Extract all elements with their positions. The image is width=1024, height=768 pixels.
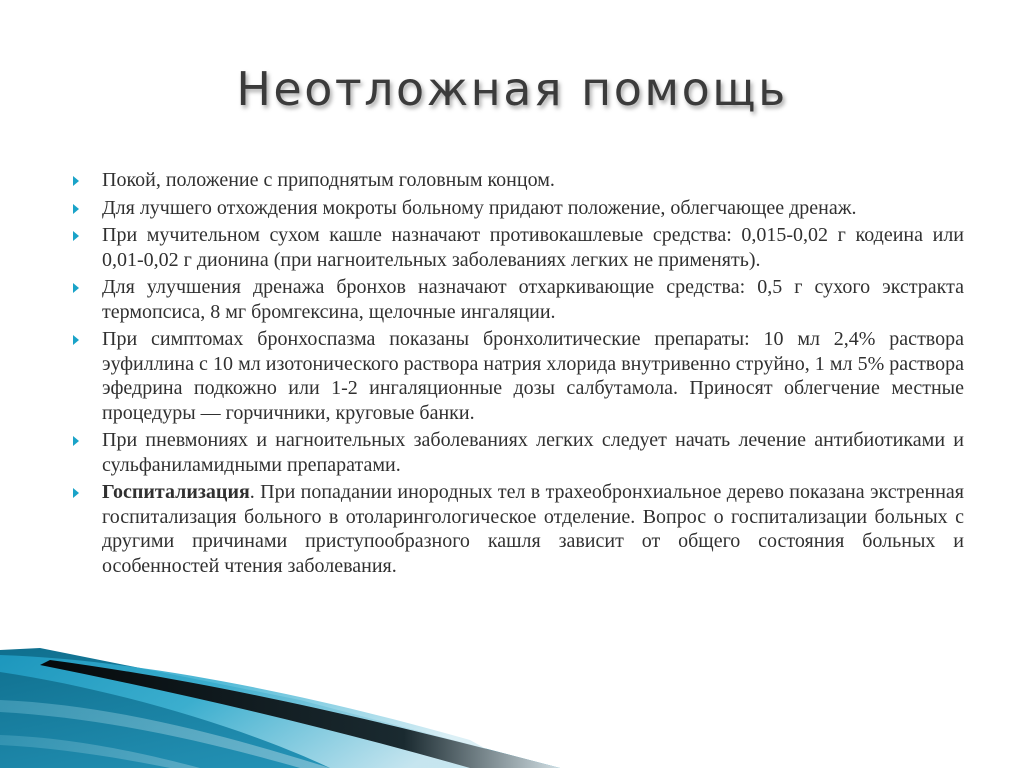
teal-wave-shape — [0, 648, 560, 768]
bullet-text: Для лучшего отхождения мокроты больному придают положение, облегчающее дренаж. — [102, 196, 857, 219]
bullet-item — [72, 428, 964, 477]
glare-strip-shape — [0, 700, 330, 768]
dark-band-shape — [40, 660, 560, 768]
bullet-item — [72, 168, 964, 193]
triangle-right-icon — [73, 231, 79, 241]
bullet-text: Для улучшения дренажа бронхов назначают отхаркивающие средства: 0,5 г сухого экстракта термопсиса, 8 мг бромгексина, щелочные ингаляции. — [102, 276, 964, 323]
bullet-text: . При попадании инородных тел в трахеобронхиальное дерево показана экстренная госпитализация больного в отоларингологическое отделение. Вопрос о госпитализации больных с другими причинами приступообразного кашля зависит от общего состояния больных и особенностей чтения заболевания. — [102, 481, 964, 577]
bullet-text: При симптомах бронхоспазма показаны бронхолитические препараты: 10 мл 2,4% раствора эуфиллина с 10 мл изотонического раствора натрия хлорида внутривенно струйно, 1 мл 5% раствора эфедрина подкожно или 1-2 ингаляционные дозы салбутамола. Приносят облегчение местные процедуры — горчичники, круговые банки. — [102, 328, 964, 424]
slide-title: Неотложная помощь — [236, 62, 788, 116]
triangle-right-icon — [73, 335, 79, 345]
bullet-text: При пневмониях и нагноительных заболеваниях легких следует начать лечение антибиотиками и сульфаниламидными препаратами. — [102, 429, 964, 476]
bullet-bold-term: Госпитализация — [102, 481, 250, 503]
glare-strip-shape — [0, 735, 200, 768]
bullet-item — [72, 327, 964, 425]
bullet-list — [72, 168, 964, 581]
bullet-item — [72, 196, 964, 221]
triangle-right-icon — [73, 436, 79, 446]
triangle-right-icon — [73, 488, 79, 498]
light-wave-shape — [0, 655, 520, 768]
triangle-right-icon — [73, 283, 79, 293]
bullet-item — [72, 275, 964, 324]
bullet-item — [72, 223, 964, 272]
bullet-text: Покой, положение с приподнятым головным концом. — [102, 169, 555, 191]
bullet-text: При мучительном сухом кашле назначают противокашлевые средства: 0,015-0,02 г кодеина или 0,01-0,02 г дионина (при нагноительных заболеваниях легких не применять). — [102, 224, 964, 271]
bullet-item — [72, 480, 964, 578]
triangle-right-icon — [73, 176, 79, 186]
triangle-right-icon — [73, 204, 79, 214]
